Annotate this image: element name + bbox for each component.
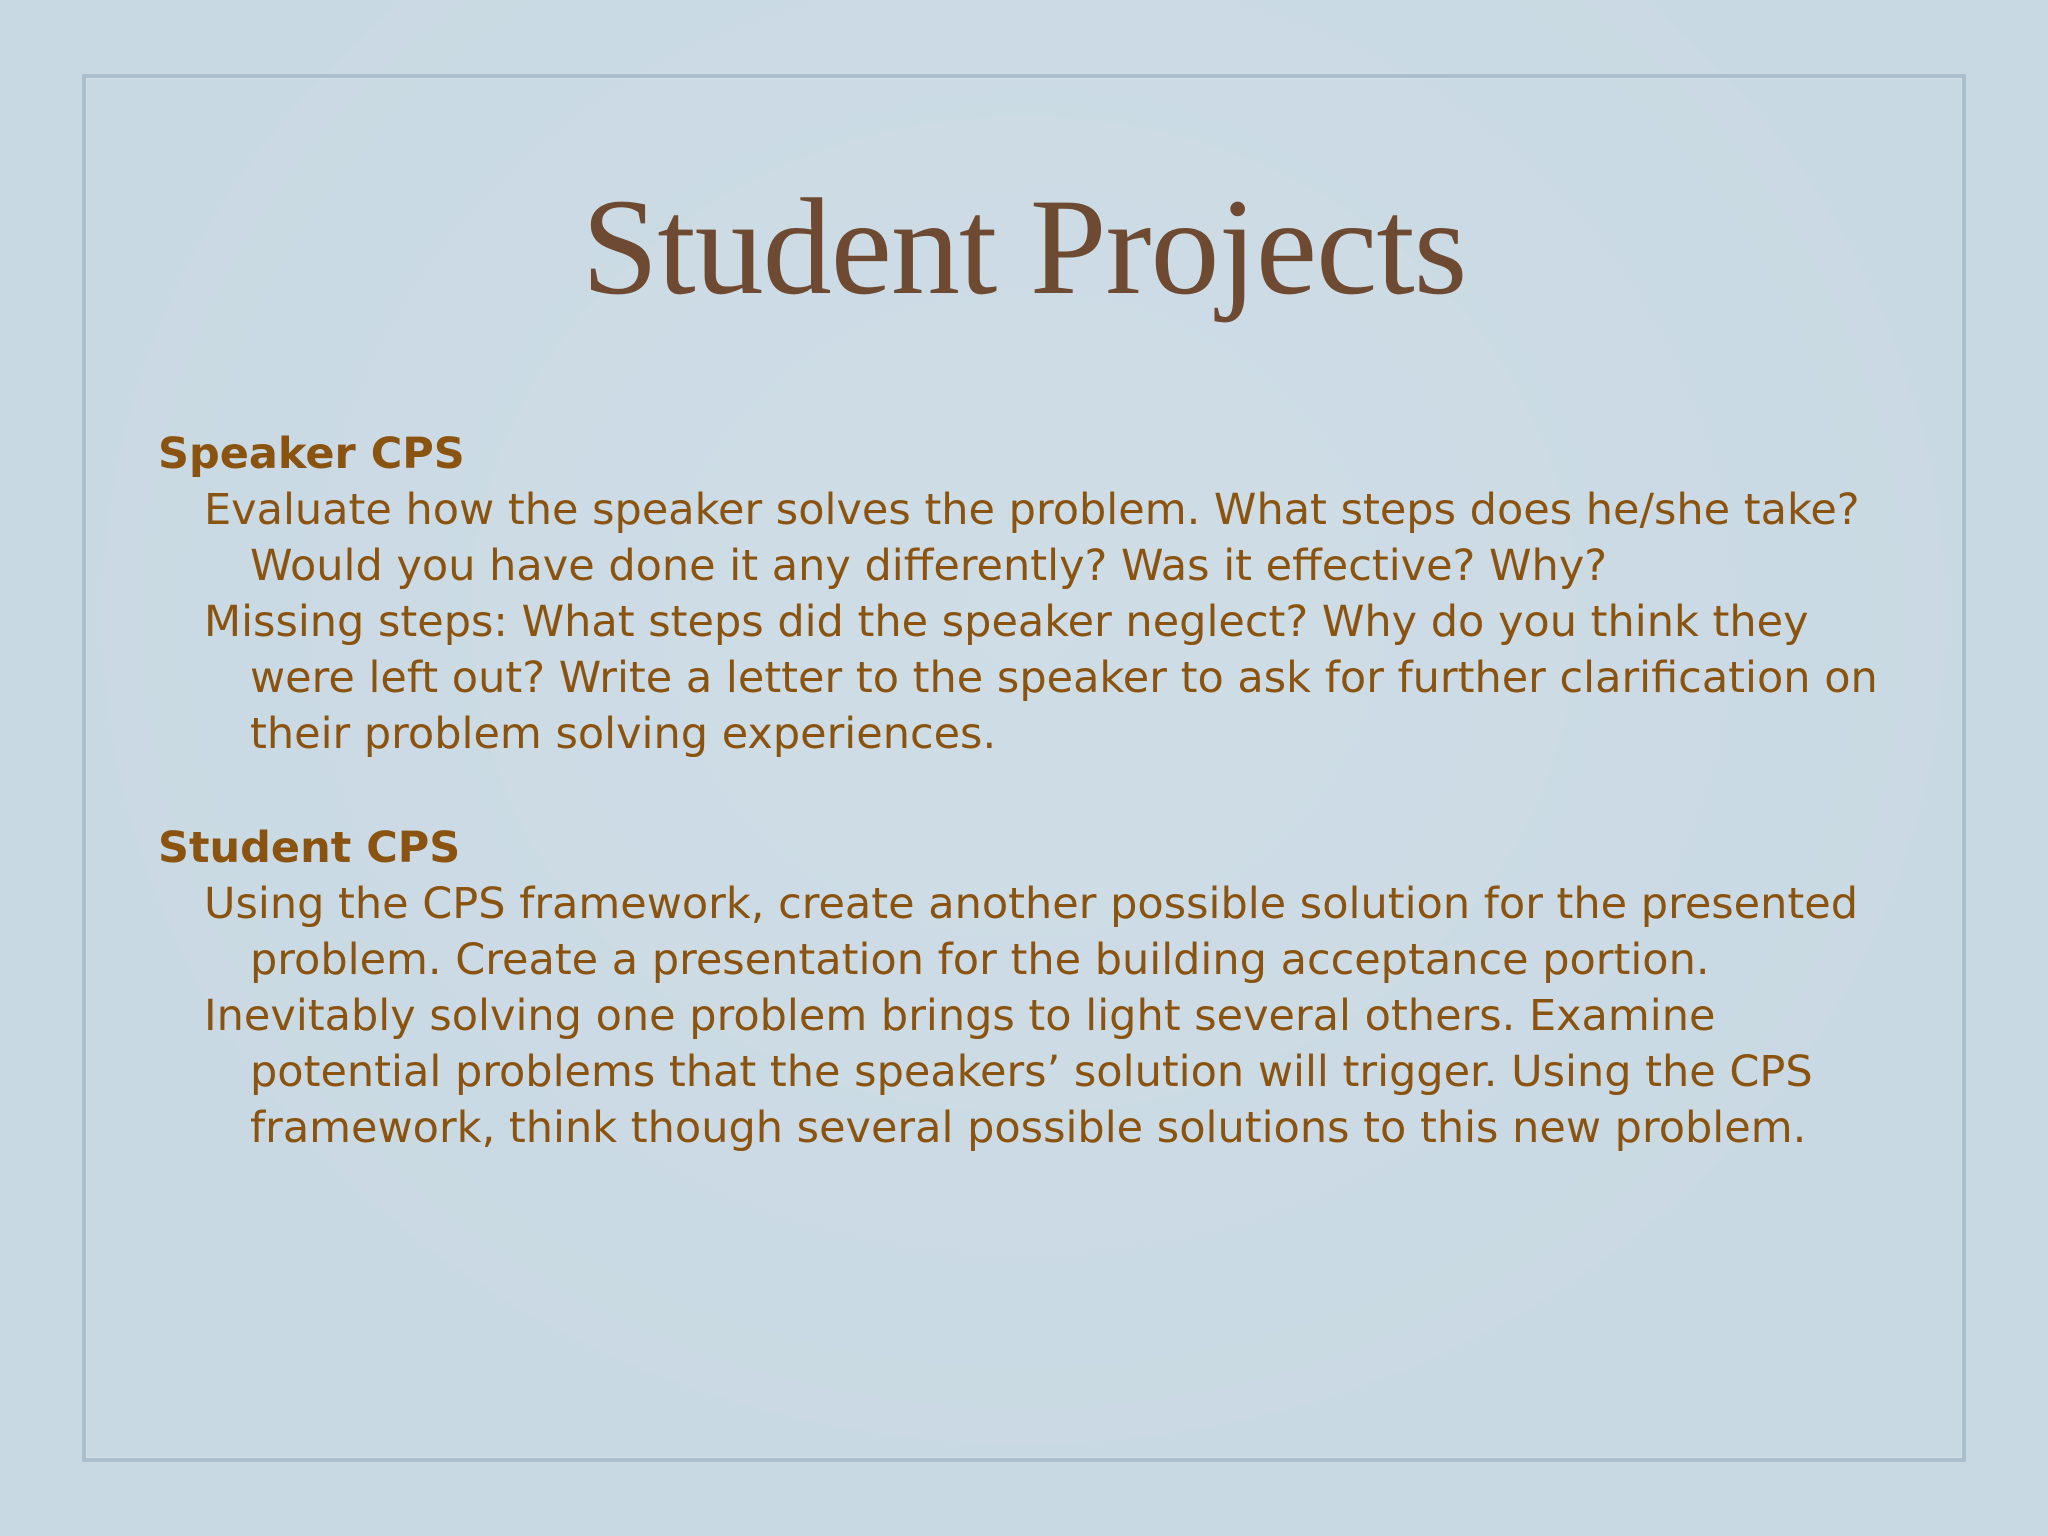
section-student-cps bbox=[158, 820, 1908, 1156]
section-heading: Speaker CPS bbox=[158, 429, 465, 479]
section-heading: Student CPS bbox=[158, 823, 461, 873]
list-item: Evaluate how the speaker solves the problem. What steps does he/she take? Would you have done it any differently? Was it effective? Why? bbox=[204, 485, 1860, 591]
list-item: Missing steps: What steps did the speaker neglect? Why do you think they were left out? Write a letter to the speaker to ask for further clarification on their problem solving experiences. bbox=[204, 597, 1878, 759]
slide-body bbox=[158, 426, 1908, 1156]
list-item: Inevitably solving one problem brings to light several others. Examine potential problems that the speakers’ solution will trigger. Using the CPS framework, think though several possible solutions to this new problem. bbox=[204, 991, 1813, 1153]
list-item: Using the CPS framework, create another possible solution for the presented problem. Create a presentation for the building acceptance portion. bbox=[204, 879, 1858, 985]
slide-title: Student Projects bbox=[581, 170, 1467, 323]
section-speaker-cps bbox=[158, 426, 1908, 762]
